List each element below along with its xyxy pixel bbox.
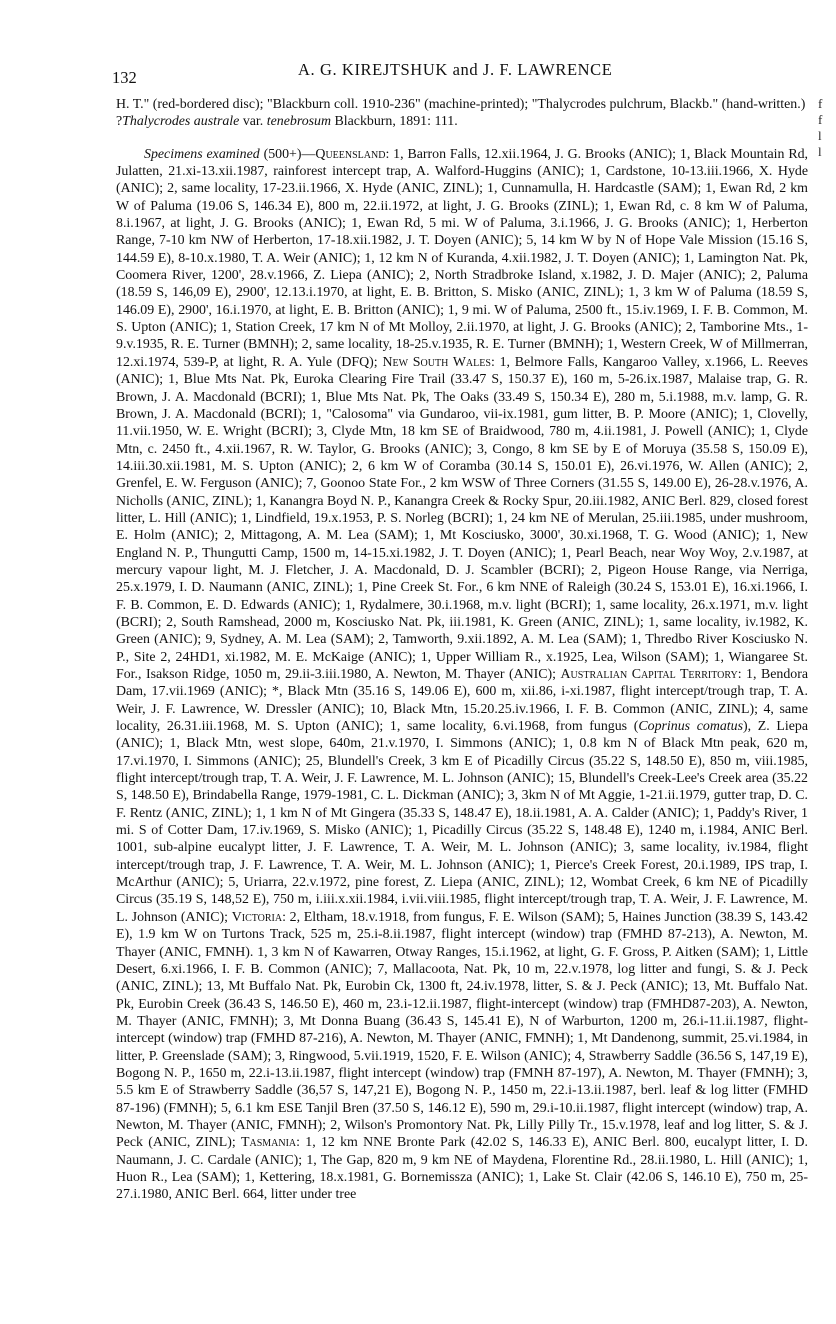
edge-mark: f: [818, 112, 823, 127]
state-label-queensland: Queensland: [315, 146, 386, 162]
records-act-part-1: : 1, Bendora Dam, 17.vii.1969 (ANIC); *, Black Mtn (35.16 S, 149.06 E), 600 m, xii.86, i-xi.1987, flight intercept/trough trap, T. A. Weir, J. F. Lawrence, W. Dressler (ANIC); 10, Black Mtn, 15.20.25.iv.1966, I. F. B. Common (ANIC, ZINL); 4, same locality, 26.31.iii.1968, M. S. Upton (ANIC); 1, same locality, 6.vi.1968, from fungus (: [116, 667, 808, 735]
state-label-nsw: New South Wales: [382, 354, 491, 370]
records-victoria: : 2, Eltham, 18.v.1918, from fungus, F. E. Wilson (SAM); 5, Haines Junction (38.39 S, 143.42 E), 1.9 km W on Turtons Track, 525 m, 25.i-8.ii.1987, flight intercept (window) trap (FMHD 87-213), A. Newton, M. Thayer (ANIC, FMNH). 1, 3 km N of Kawarren, Otway Ranges, 15.i.1962, at light, G. F. Gross, P. Aitken (SAM); 1, Little Desert, 6.xi.1966, I. F. B. Common (ANIC); 7, Mallacoota, Nat. Pk, 10 m, 22.v.1978, log litter and fungi, S. & J. Peck (ANIC, ZINL); 13, Mt Buffalo Nat. Pk, Eurobin Ck, 1300 ft, 24.iv.1978, litter, S. & J. Peck (ANIC); 13, Mt. Buffalo Nat. Pk, Eurobin Creek (36.43 S, 146.50 E), 460 m, 23.i-12.ii.1987, flight-intercept (window) trap (FMHD87-203), A. Newton, M. Thayer (ANIC, FMNH); 3, Mt Donna Buang (36.43 S, 145.41 E), N of Warburton, 1200 m, 26.i-11.ii.1987, flight-intercept (window) trap (FMHD 87-216), A. Newton, M. Thayer (ANIC, FMNH); 1, Mt Dandenong, summit, 25.vi.1984, in litter, P. Greenslade (SAM); 3, Ringwood, 5.vii.1919, 1520, F. E. Wilson (ANIC); 4, Strawberry Saddle (36.56 S, 147,19 E), Bogong N. P., 1650 m, 22.i-13.ii.1987, flight intercept (window) trap (FMNH 87-197), A. Newton, M. Thayer (FMNH); 3, 5.5 km E of Strawberry Saddle (36,57 S, 147,21 E), Bogong N. P., 1450 m, 22.i-13.ii.1987, berl. leaf & log litter (FMHD 87-196) (FMNH); 5, 6.1 km ESE Tanjil Bren (37.50 S, 146.12 E), 590 m, 29.i-10.ii.1987, flight intercept (window) trap, A. Newton, M. Thayer (ANIC, FMNH); 2, Wilson's Promontory Nat. Pk, Lilly Pilly Tr., 15.v.1978, leaf and log litter, S. & J. Peck (ANIC, ZINL);: [116, 909, 808, 1151]
edge-mark: l: [818, 144, 822, 159]
synonym-mid: var.: [239, 114, 267, 130]
records-queensland: : 1, Barron Falls, 12.xii.1964, J. G. Brooks (ANIC); 1, Black Mountain Rd, Julatten, 21.xi-13.xii.1987, rainforest intercept trap, A. Walford-Huggins (ANIC); 1, Cardstone, 10-13.iii.1966, X. Hyde (ANIC); 2, same locality, 17-23.ii.1966, X. Hyde (ANIC, ZINL); 1, Cunnamulla, H. Hardcastle (SAM); 1, Ewan Rd, 2 km W of Paluma (19.06 S, 146.34 E), 800 m, 22.ii.1972, at light, J. G. Brooks (ZINL); 1, Ewan Rd, c. 8 km W of Paluma, 8.i.1967, at light, J. G. Brooks (ANIC); 1, Ewan Rd, 5 mi. W of Paluma, 3.i.1966, J. G. Brooks (ANIC); 1, Herberton Range, 7-10 km NW of Herberton, 17-18.xii.1982, J. T. Doyen (ANIC); 5, 14 km W by N of Hope Vale Mission (15.16 S, 144.59 E), 8-10.x.1980, T. A. Weir (ANIC); 1, 12 km N of Kuranda, 4.xii.1982, J. T. Doyen (ANIC); 1, Lamington Nat. Pk, Coomera River, 1200', 28.v.1966, Z. Liepa (ANIC); 2, North Stradbroke Island, x.1982, J. D. Majer (ANIC); 2, Paluma (18.59 S, 146,09 E), 2900', 12.13.i.1970, at light, E. B. Britton, S. Misko (ANIC, ZINL); 1, 3 km W of Paluma (18.59 S, 146.09 E), 2900', 16.i.1970, at light, E. B. Britton (ANIC); 1, 9 mi. W of Paluma, 2500 ft., 15.iv.1969, I. F. B. Common, M. S. Upton (ANIC); 1, Station Creek, 17 km N of Mt Molloy, 2.ii.1970, at light, J. G. Brooks (ANIC); 2, Tamborine Mts., 1-9.v.1935, R. E. Turner (BMNH); 2, same locality, 18-25.v.1935, R. E. Turner (BMNH); 1, Western Creek, W of Millmerran, 12.xi.1974, 539-P, at light, R. A. Yule (DFQ);: [116, 146, 808, 370]
label-data-text: H. T." (red-bordered disc); "Blackburn coll. 1910-236" (machine-printed); "Thalycrodes pulchrum, Blackb." (hand-written.): [116, 97, 806, 112]
body-text: [116, 96, 808, 1204]
synonym-variety: tenebrosum: [266, 114, 332, 130]
page-header: [112, 60, 812, 87]
records-nsw: : 1, Belmore Falls, Kangaroo Valley, x.1966, L. Reeves (ANIC); 1, Blue Mts Nat. Pk, Euroka Clearing Fire Trail (33.47 S, 150.37 E), 160 m, 5-26.ix.1987, Malaise trap, G. R. Brown, J. A. Macdonald (BCRI); 1, Blue Mts Nat. Pk, The Oaks (33.49 S, 150.34 E), 280 m, 5.i.1988, m.v. lamp, G. R. Brown, J. A. Macdonald (BCRI); 1, "Calosoma" via Gundaroo, vii-ix.1981, gum litter, B. P. Moore (ANIC); 1, Clovelly, 11.vii.1950, W. E. Wright (BCRI); 3, Clyde Mtn, 18 km SE of Braidwood, 780 m, 4.ii.1981, J. Powell (ANIC); 1, Clyde Mtn, c. 2450 ft., 4.xii.1967, R. W. Taylor, G. Brooks (ANIC); 3, Congo, 8 km SE by E of Moruya (35.58 S, 150.09 E), 14.iii.30.xii.1981, M. S. Upton (ANIC); 2, 6 km W of Coramba (30.14 S, 150.01 E), 26.vi.1976, W. Allen (ANIC); 2, Grenfel, E. W. Ferguson (ANIC); 7, Goonoo State For., 2 km WSW of Three Corners (31.55 S, 149.00 E), 26-28.v.1976, A. Nicholls (ANIC, ZINL); 1, Kanangra Boyd N. P., Kanangra Creek & Rocky Spur, 20.iii.1982, ANIC Berl. 829, closed forest litter, L. Hill (ANIC); 1, Lindfield, 19.x.1953, P. S. Norleg (BCRI); 1, 24 km NE of Merulan, 25.iii.1985, under mushroom, E. Holm (ANIC); 2, Mittagong, A. M. Lea (SAM); 1, Mt Kosciusko, 3000', 30.xi.1968, T. G. Wood (ANIC); 1, New England N. P., Thungutti Camp, 1500 m, 14-15.xi.1982, J. T. Doyen (ANIC); 1, Pearl Beach, near Woy Woy, 2.v.1987, at mercury vapour light, M. J. Fletcher, J. A. Macdonald, D. J. Scambler (BCRI); 2, Pigeon House Range, via Nerriga, 25.x.1979, I. D. Naumann (ANIC, ZINL); 1, Pine Creek St. For., 6 km NNE of Raleigh (30.24 S, 153.01 E), 16.xi.1966, I. F. B. Common, E. D. Edwards (ANIC); 1, Rydalmere, 30.i.1968, m.v. light (BCRI); 1, same locality, 26.x.1971, m.v. light (BCRI); 2, South Ramshead, 2000 m, Kosciusko Nat. Pk, iii.1981, K. Green (ANIC, ZINL); 1, same locality, iv.1982, K. Green (ANIC); 9, Sydney, A. M. Lea (SAM); 2, Tamworth, 9.xii.1892, A. M. Lea (SAM); 1, Thredbo River Kosciusko N. P., Site 2, 24HD1, xi.1982, M. E. McKaige (ANIC); 1, Upper William R., x.1925, Lea, Wilson (SAM); 1, Wiangaree St. For., Isakson Ridge, 1050 m, 29.ii-3.iii.1980, A. Newton, M. Thayer (ANIC);: [116, 354, 808, 682]
page-number: 132: [112, 68, 137, 87]
state-label-victoria: Victoria: [231, 909, 283, 925]
state-label-act: Australian Capital Territory: [560, 667, 738, 682]
records-act-part-2: ), Z. Liepa (ANIC); 1, Black Mtn, west slope, 640m, 21.v.1970, I. Simmons (ANIC); 1, 0.8 km N of Black Mtn peak, 620 m, 17.vi.1970, I. Simmons (ANIC); 25, Blundell's Creek, 3 km E of Picadilly Circus (35.22 S, 148.50 E), 850 m, viii.1985, flight intercept/trough trap, T. A. Weir, J. F. Lawrence, M. L. Johnson (ANIC); 15, Blundell's Creek-Lee's Creek area (35.22 S, 148.50 E), Brindabella Range, 1979-1981, C. L. Dickman (ANIC); 3, 3km N of Mt Aggie, 1-21.ii.1979, gutter trap, D. C. F. Rentz (ANIC, ZINL); 1, 1 km N of Mt Gingera (35.33 S, 148.47 E), 18.ii.1981, A. A. Calder (ANIC); 1, Paddy's River, 1 mi. S of Cotter Dam, 17.iv.1969, S. Misko (ANIC); 1, Picadilly Circus (35.22 S, 148.48 E), 1240 m, i.1984, ANIC Berl. 1001, sub-alpine eucalypt litter, J. F. Lawrence, T. A. Weir, M. L. Johnson (ANIC); 3, same locality, iv.1984, flight intercept/trough trap, J. F. Lawrence, T. A. Weir, M. L. Johnson (ANIC); 1, Pierce's Creek Forest, 20.i.1989, IPS trap, I. McArthur (ANIC); 5, Uriarra, 22.v.1972, pine forest, Z. Liepa (ANIC, ZINL); 12, Wombat Creek, 6 km NE of Picadilly Circus (35.19 S, 148,52 E), 750 m, i.iii.x.xii.1984, i.vii.viii.1985, flight intercept/trough trap, T. A. Weir, J. F. Lawrence, M. L. Johnson (ANIC);: [116, 719, 808, 925]
state-label-tasmania: Tasmania: [240, 1135, 297, 1151]
synonym-author: Blackburn, 1891: 111.: [331, 114, 458, 130]
specimens-paragraph: [116, 146, 808, 1204]
adjacent-page-edge: [818, 96, 836, 176]
synonym-name: Thalycrodes australe: [122, 114, 240, 130]
edge-mark: l: [818, 128, 822, 143]
specimens-heading: Specimens examined: [144, 146, 260, 162]
synonym-line: [116, 113, 808, 130]
running-head: A. G. KIREJTSHUK and J. F. LAWRENCE: [298, 60, 613, 79]
label-data-paragraph: [116, 96, 808, 113]
synonym-prefix: ?: [116, 114, 123, 130]
fungus-species-name: Coprinus comatus: [638, 719, 744, 735]
edge-mark: f: [818, 96, 823, 111]
specimens-count: (500+)—: [259, 146, 316, 162]
records-tasmania: : 1, 12 km NNE Bronte Park (42.02 S, 146.33 E), ANIC Berl. 800, eucalypt litter, I. D. Naumann, J. C. Cardale (ANIC); 1, The Gap, 820 m, 9 km NE of Maydena, Florentine Rd., 28.ii.1980, L. Hill (ANIC); 1, Huon R., Lea (SAM); 1, Kettering, 18.x.1981, G. Bornemissza (ANIC); 1, Lake St. Clair (42.06 S, 146.10 E), 750 m, 25-27.i.1980, ANIC Berl. 664, litter under tree: [116, 1135, 808, 1203]
